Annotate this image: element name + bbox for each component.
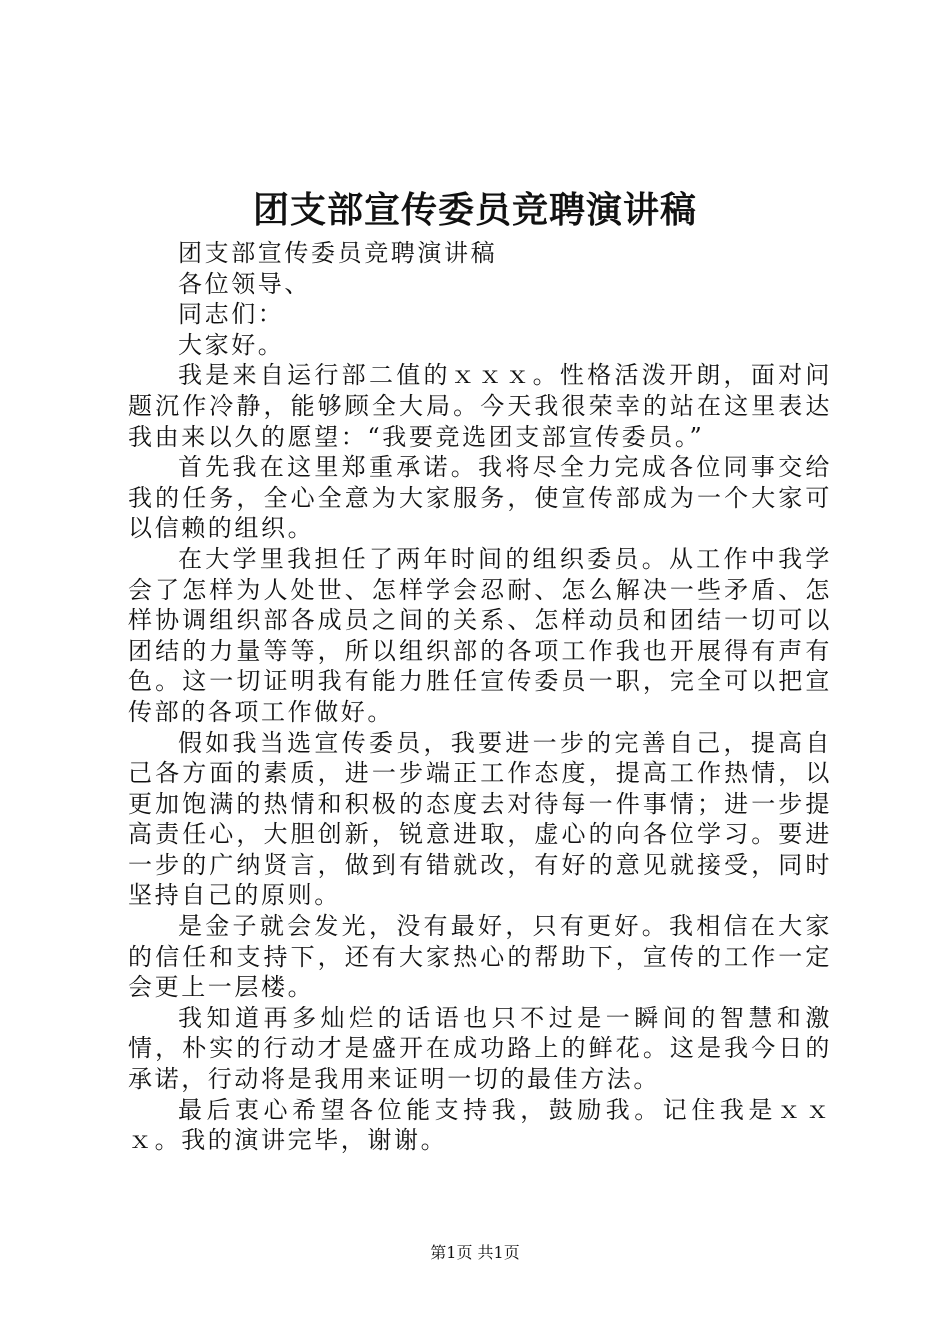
page-footer: 第1页 共1页 xyxy=(430,1243,520,1262)
paragraph-action: 我知道再多灿烂的话语也只不过是一瞬间的智慧和激情，朴实的行动才是盛开在成功路上的鲜花。这是我今日的承诺，行动将是我用来证明一切的最佳方法。 xyxy=(128,1003,832,1094)
paragraph-salutation-comrades: 同志们： xyxy=(178,300,285,329)
document-title: 团支部宣传委员竞聘演讲稿 xyxy=(252,189,697,231)
paragraph-subtitle: 团支部宣传委员竞聘演讲稿 xyxy=(178,239,498,267)
paragraph-salutation-leaders: 各位领导、 xyxy=(178,269,311,298)
paragraph-experience: 在大学里我担任了两年时间的组织委员。从工作中我学会了怎样为人处世、怎样学会忍耐、怎么解决一些矛盾、怎样协调组织部各成员之间的关系、怎样动员和团结一切可以团结的力量等等，所以组织部的各项工作我也开展得有声有色。这一切证明我有能力胜任宣传委员一职，完全可以把宣传部的各项工作做好。 xyxy=(128,544,832,726)
paragraph-plan: 假如我当选宣传委员，我要进一步的完善自己，提高自己各方面的素质，进一步端正工作态度，提高工作热情，以更加饱满的热情和积极的态度去对待每一件事情；进一步提高责任心，大胆创新，锐意进取，虚心的向各位学习。要进一步的广纳贤言，做到有错就改，有好的意见就接受，同时坚持自己的原则。 xyxy=(128,728,832,910)
paragraph-introduction: 我是来自运行部二值的ｘｘｘ。性格活泼开朗，面对问题沉作冷静，能够顾全大局。今天我很荣幸的站在这里表达我由来以久的愿望：“我要竞选团支部宣传委员。” xyxy=(128,361,832,451)
paragraph-closing: 最后衷心希望各位能支持我，鼓励我。记住我是ｘｘｘ。我的演讲完毕，谢谢。 xyxy=(128,1095,832,1155)
paragraph-greeting: 大家好。 xyxy=(178,330,285,359)
paragraph-confidence: 是金子就会发光，没有最好，只有更好。我相信在大家的信任和支持下，还有大家热心的帮助下，宣传的工作一定会更上一层楼。 xyxy=(128,912,832,1002)
document-body xyxy=(128,238,832,1156)
paragraph-promise: 首先我在这里郑重承诺。我将尽全力完成各位同事交给我的任务，全心全意为大家服务，使宣传部成为一个大家可以信赖的组织。 xyxy=(128,453,832,543)
